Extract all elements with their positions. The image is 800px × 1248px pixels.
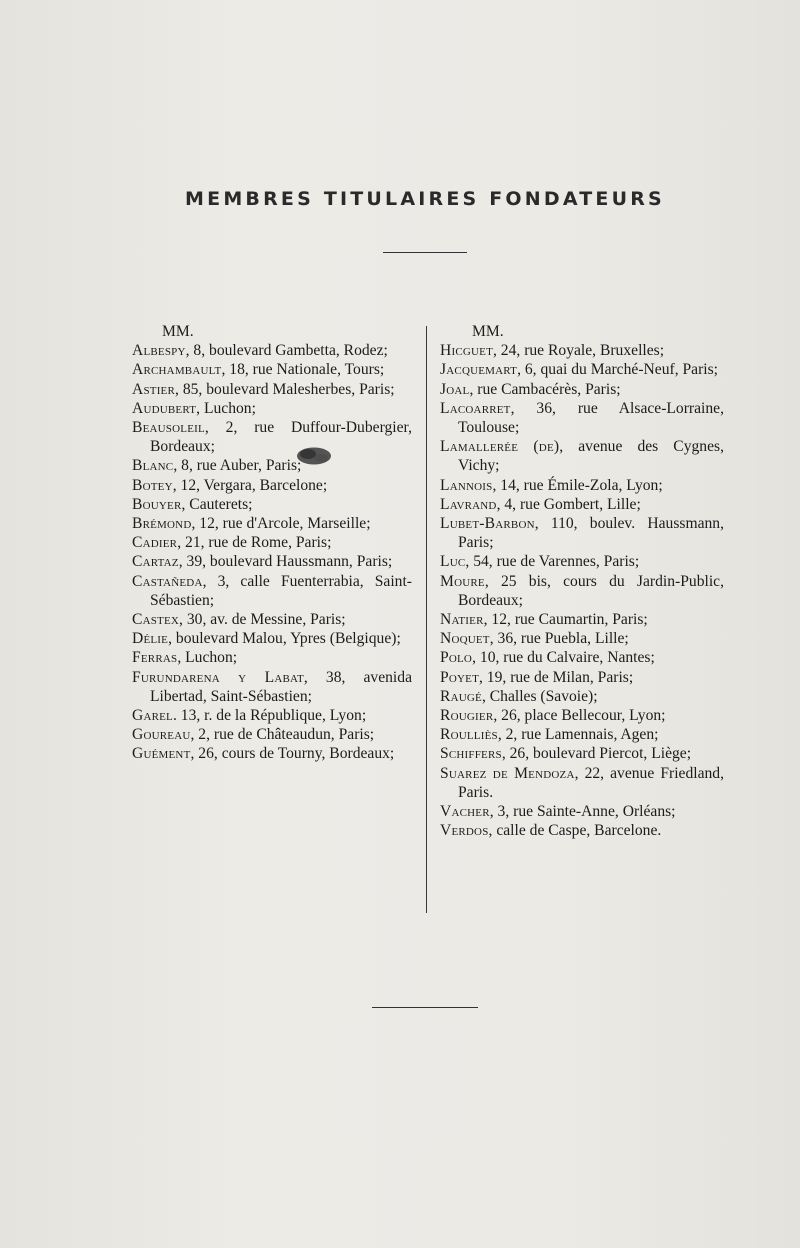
- member-name: Beausoleil: [132, 419, 205, 436]
- member-entry: [440, 437, 724, 475]
- member-name: Joal: [440, 380, 470, 398]
- member-entry: [440, 706, 724, 725]
- member-address: . 13, r. de la République, Lyon;: [172, 707, 367, 725]
- member-name: Polo: [440, 649, 473, 667]
- member-entry: [440, 360, 724, 379]
- column-divider: [426, 326, 427, 913]
- member-name: Bouyer: [132, 495, 182, 513]
- member-entry: [132, 495, 412, 514]
- member-name: Lubet-Barbon: [440, 515, 535, 533]
- member-name: Ferras: [132, 649, 178, 667]
- member-name: Roulliès: [440, 726, 498, 744]
- member-entry: [440, 648, 724, 667]
- member-address: , 2, rue Duffour-Dubergier, Bordeaux;: [150, 419, 412, 456]
- member-address: , 36, rue Alsace-Lorraine, Toulouse;: [458, 399, 724, 436]
- member-entry: [132, 648, 412, 667]
- member-address: , 2, rue Lamennais, Agen;: [497, 726, 659, 744]
- member-address: , 12, Vergara, Barcelone;: [172, 476, 328, 494]
- member-name: Luc: [440, 553, 466, 571]
- member-entry: [440, 399, 724, 437]
- page-title: MEMBRES TITULAIRES FONDATEURS: [185, 188, 665, 210]
- member-address: , 21, rue de Rome, Paris;: [177, 534, 332, 552]
- member-address: , 4, rue Gombert, Lille;: [496, 495, 641, 513]
- member-entry: [440, 687, 724, 706]
- member-entry: [132, 533, 412, 552]
- member-name: Audubert: [132, 399, 197, 417]
- member-entry: [440, 821, 724, 840]
- member-name: Lannois: [440, 476, 493, 494]
- member-address: , 30, av. de Messine, Paris;: [179, 611, 346, 629]
- member-name: Délie: [132, 630, 169, 648]
- member-name: Albespy: [132, 342, 186, 360]
- member-name: Guément: [132, 745, 191, 763]
- member-address: , 3, rue Sainte-Anne, Orléans;: [489, 803, 676, 821]
- member-name: Vacher: [440, 803, 490, 821]
- member-address: , 2, rue de Châteaudun, Paris;: [190, 726, 375, 744]
- member-entry: [132, 360, 412, 379]
- title-divider-rule: [383, 252, 467, 253]
- column-header: MM.: [162, 323, 194, 340]
- member-address: , 12, rue d'Arcole, Marseille;: [191, 515, 371, 533]
- member-address: , 110, boulev. Haussmann, Paris;: [458, 515, 724, 552]
- member-name: Verdos: [440, 822, 489, 840]
- end-rule: [372, 1007, 478, 1008]
- member-entry: [132, 380, 412, 399]
- member-address: , 26, place Bellecour, Lyon;: [493, 707, 666, 725]
- member-address: , 39, boulevard Haussmann, Paris;: [178, 553, 393, 571]
- member-address: , 10, rue du Calvaire, Nantes;: [472, 649, 655, 667]
- member-name: Furundarena y Labat: [132, 668, 304, 686]
- member-entry: [440, 725, 724, 744]
- member-name: Brémond: [132, 515, 192, 533]
- member-name: Cadier: [132, 534, 178, 552]
- member-address: , 3, calle Fuenterrabia, Saint-Sébastien;: [150, 572, 412, 609]
- members-column-left: [132, 322, 412, 764]
- member-entry: [132, 418, 412, 456]
- member-entry: [440, 744, 724, 763]
- member-address: , 38, avenida Libertad, Saint-Sébastien;: [150, 668, 412, 705]
- member-name: Lamallerée (de): [440, 438, 560, 456]
- member-name: Poyet: [440, 668, 479, 686]
- member-address: , calle de Caspe, Barcelone.: [488, 822, 662, 840]
- member-name: Hicguet: [440, 342, 493, 360]
- member-name: Astier: [132, 380, 176, 398]
- member-address: , 25 bis, cours du Jardin-Public, Bordeaux;: [458, 572, 724, 609]
- member-entry: [440, 610, 724, 629]
- member-entry: [132, 629, 412, 648]
- member-list-left: [132, 341, 412, 763]
- members-column-right: [440, 322, 724, 840]
- member-entry: [132, 706, 412, 725]
- member-entry: [132, 456, 412, 475]
- member-name: Castex: [132, 611, 180, 629]
- member-name: Castañeda: [132, 572, 203, 590]
- member-address: , 22, avenue Friedland, Paris.: [458, 764, 724, 801]
- member-name: Natier: [440, 611, 484, 629]
- member-address: , 36, rue Puebla, Lille;: [489, 630, 629, 648]
- member-name: Jacquemart: [440, 361, 518, 379]
- member-address: , Challes (Savoie);: [481, 687, 598, 705]
- member-entry: [440, 476, 724, 495]
- member-entry: [132, 476, 412, 495]
- member-address: , Luchon;: [196, 399, 256, 417]
- member-name: Suarez de Mendoza: [440, 764, 575, 782]
- member-entry: [440, 668, 724, 687]
- member-entry: [132, 610, 412, 629]
- member-name: Moure: [440, 572, 485, 590]
- member-name: Botey: [132, 476, 173, 494]
- member-list-right: [440, 341, 724, 840]
- member-entry: [440, 341, 724, 360]
- member-name: Lavrand: [440, 495, 497, 513]
- member-entry: [440, 572, 724, 610]
- member-entry: [132, 552, 412, 571]
- member-name: Rougier: [440, 707, 494, 725]
- member-entry: [440, 552, 724, 571]
- member-name: Cartaz: [132, 553, 179, 571]
- member-entry: [132, 725, 412, 744]
- member-address: , 8, boulevard Gambetta, Rodez;: [185, 342, 388, 360]
- member-entry: [440, 495, 724, 514]
- member-name: Schiffers: [440, 745, 502, 763]
- member-address: , avenue des Cygnes, Vichy;: [458, 438, 724, 475]
- member-entry: [132, 514, 412, 533]
- member-entry: [132, 341, 412, 360]
- member-name: Lacoarret: [440, 399, 511, 417]
- member-address: , 26, boulevard Piercot, Liège;: [501, 745, 692, 763]
- column-header: MM.: [472, 323, 504, 340]
- member-name: Blanc: [132, 457, 174, 475]
- member-entry: [132, 744, 412, 763]
- member-entry: [132, 668, 412, 706]
- member-entry: [440, 629, 724, 648]
- member-address: , 12, rue Caumartin, Paris;: [483, 611, 648, 629]
- member-name: Garel: [132, 707, 173, 725]
- member-address: , 14, rue Émile-Zola, Lyon;: [492, 476, 663, 494]
- member-name: Raugé: [440, 687, 482, 705]
- member-address: , 18, rue Nationale, Tours;: [221, 361, 385, 379]
- member-address: , Luchon;: [177, 649, 238, 667]
- member-address: , 19, rue de Milan, Paris;: [479, 668, 634, 686]
- member-address: , 24, rue Royale, Bruxelles;: [493, 342, 665, 360]
- member-entry: [132, 572, 412, 610]
- member-entry: [132, 399, 412, 418]
- member-name: Goureau: [132, 726, 191, 744]
- member-entry: [440, 380, 724, 399]
- member-address: , 6, quai du Marché-Neuf, Paris;: [517, 361, 719, 379]
- member-name: Noquet: [440, 630, 490, 648]
- member-address: , rue Cambacérès, Paris;: [469, 380, 621, 398]
- member-address: , 8, rue Auber, Paris;: [173, 457, 302, 475]
- member-entry: [440, 764, 724, 802]
- member-entry: [440, 802, 724, 821]
- member-address: , 85, boulevard Malesherbes, Paris;: [175, 380, 395, 398]
- member-name: Archambault: [132, 361, 222, 379]
- member-address: , Cauterets;: [181, 495, 253, 513]
- member-entry: [440, 514, 724, 552]
- member-address: , boulevard Malou, Ypres (Belgique);: [168, 630, 401, 648]
- member-address: , 26, cours de Tourny, Bordeaux;: [190, 745, 395, 763]
- member-address: , 54, rue de Varennes, Paris;: [465, 553, 640, 571]
